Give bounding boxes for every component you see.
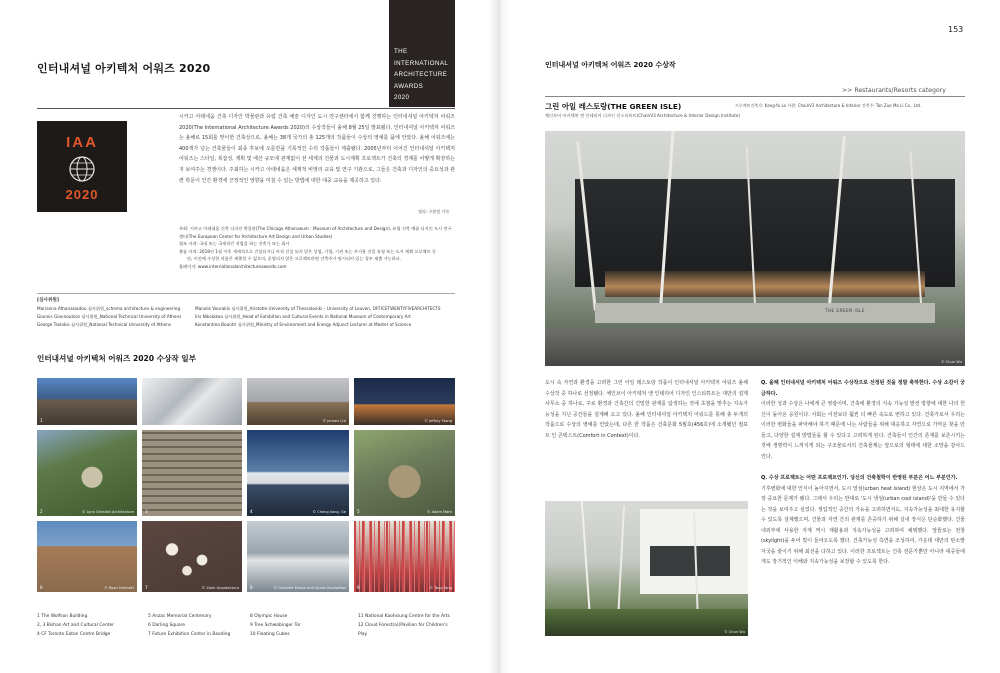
tab-line: ARCHITECTURE <box>394 71 448 79</box>
category-label: >> Restaurants/Resorts category <box>842 87 946 94</box>
hero-sign: THE GREEN ISLE <box>825 308 865 313</box>
tab-line: INTERNATIONAL <box>394 59 449 67</box>
photo-caption: 10 Floating Cubes <box>250 632 290 637</box>
note-item: 주최: 시카고 아테네움 건축 디자인 박물관(The Chicago Athenaeum : Museum of Architecture and Design), 유럽 건축 예술 디자인 도시 연구센터(The European Center for Architecture Art Design and Urban Studies) <box>179 226 452 239</box>
sign-wall <box>595 303 935 323</box>
page-number: 153 <box>948 25 964 34</box>
photo-credit: © Ryan Hartnett <box>104 586 134 590</box>
award-photo <box>247 430 349 516</box>
jury-member: Iris Nikolakea 심사위원_Head of Exhibition and Cultural Events in National Museum of Contemporary Art <box>195 314 411 319</box>
logo-year-text: 2020 <box>65 187 99 202</box>
caption-column-3 <box>250 612 350 639</box>
caption-column-1 <box>37 612 142 639</box>
photo-number: 7 <box>145 585 148 590</box>
interview-question: Q. 수상 프로젝트는 어떤 프로젝트인가. 당신의 건축철학이 반영된 부분은 어느 부분인가. <box>761 475 958 481</box>
tab-line: 2020 <box>394 94 410 102</box>
interview-question: Q. 올해 인터내셔널 아키텍처 어워즈 수상작으로 선정된 것을 정말 축하한다. 수상 소감이 궁금하다. <box>761 380 965 397</box>
photo-number: 6 <box>40 585 43 590</box>
building-photo <box>545 501 748 636</box>
photo-credit: © Adam Mørk <box>426 510 452 514</box>
photo-caption: 12 Cloud Forest(a)(Pavilion for Children's Play <box>358 623 448 637</box>
note-item: 협조 자격: 국내 또는 국제적인 작업을 하는 건축가 또는 회사 <box>179 241 290 247</box>
jury-member: George Tsolakis 심사위원_National Technical University of Athens <box>37 322 171 327</box>
photo-credit: © Cheng Jiang, Ge <box>312 510 346 514</box>
page-gutter <box>489 0 511 673</box>
photo-number: 1 <box>40 418 43 423</box>
interview-answer: 기후변화에 대한 인식이 높아지면서, 도시 열섬(urban heat island) 현상은 도시 지역에서 가장 중요한 문제가 됐다. 그래서 우리는 반대로 '도시 냉섬(urban cool island)'을 만들 수 있다는 것을 보여주고 싶었다. 생업적인 공간의 기능을 고려하면서도, 지속가능성을 최대한 유지할 수 있도록 설계했으며, 건물과 자연 간의 관계를 존중하기 위해 실내 장식은 단순화했다. 건물 내외부에 사용한 자재 역시 재활용과 지속가능성을 고려하여 채택했다. 앞뜰로는 천창(skylight)을 두어 빛이 들어오도록 했다. 건축가능성 측면을 조성하여, 가운데 대만의 탄소발자국을 줄이기 위해 최선을 다하고 있다. 이러한 프로젝트는 건축 전문가뿐만 아니라 대중들에게도 장기적인 이해와 지속가능성을 보장할 수 있도록 한다. <box>761 485 965 565</box>
jury-rule <box>37 293 455 294</box>
photo-caption: 4 CF Toronto Eaton Centre Bridge <box>37 632 111 637</box>
note-item: 홈페이지: www.internationalarchitectureawards.com <box>179 263 287 269</box>
jury-member: Giannis Giannoutsos 심사위원_National Technical University of Athens <box>37 314 182 319</box>
tab-line: AWARDS <box>394 82 424 90</box>
photo-number: 3 <box>145 509 148 514</box>
jury-member: Konstantina Bountri 심사위원_Ministry of Environment and Energy Adjunct Lecturer at Master of Science <box>195 322 412 327</box>
logo-iaa-text: IAA <box>66 134 98 151</box>
award-photo <box>142 378 242 425</box>
award-photo <box>142 430 242 516</box>
foreground-path <box>545 329 965 366</box>
photo-caption: 5 Anzac Memorial Centenary <box>148 614 212 619</box>
category-rule <box>545 96 965 97</box>
intro-paragraph: 시카고 아테네움 건축 디자인 박물관과 유럽 건축 예술 디자인 도시 연구센터에서 함께 진행하는 인터내셔널 아키텍처 어워즈 2020(The International Architecture Awards 2020)의 수상작들이 올해 8월 25일 발표됐다. 인터내셔널 아키텍처 어워즈는 올해로 15회를 맞이한 건축상으로, 올해는 38개 국가의 총 125개의 작품들이 수상의 영예를 품에 안았다. 올해 어워즈에는 400개가 넘는 건축물들이 최종 후보에 오를만큼 기록적인 수의 작품들이 제출됐다. 2005년부터 이어진 인터내셔널 아키텍처 어워즈는 스타일, 복잡성, 계획 및 예산 규모에 관계없이 전 세계의 건물과 도시계획 프로젝트가 건축의 경계를 어떻게 확장하는지 보여주는 경쟁이다. 주최하는 시카고 아테네움은 세계적 비영리 교육 및 연구 기관으로, 그들은 건축과 디자인의 중요성과 관련 학문이 인간 환경에 긍정적인 영향을 미칠 수 있는 방법에 대한 대중 교육을 제공하고 있다. <box>179 114 455 184</box>
photo-caption: 11 National Kaohsiung Centre for the Arts <box>358 614 450 619</box>
award-photo <box>37 521 137 592</box>
jury-label: [심사위원] <box>37 298 59 303</box>
award-photo <box>142 521 242 592</box>
gallery-title: 인터내셔널 아키텍처 어워즈 2020 수상작 일부 <box>37 354 197 363</box>
photo-caption: 7 Future Exhibition Center in Baoding <box>148 632 231 637</box>
photo-credit: © Gabriele Musso and Spiros Koutsoftas <box>273 586 346 590</box>
tree-trunk <box>581 501 591 621</box>
photo-credit: © Lynn Grealish Architecture <box>81 510 134 514</box>
section-tab <box>389 0 455 107</box>
jury-column-1 <box>37 305 187 329</box>
intro-credit: 정리: 구현정 기자 <box>418 209 449 214</box>
award-photo <box>354 378 455 425</box>
photo-credit: © Tang Tang <box>429 586 452 590</box>
iaa-logo <box>37 121 127 212</box>
photo-number: 8 <box>250 585 253 590</box>
photo-number: 4 <box>250 509 253 514</box>
foreground-hedge <box>545 609 748 636</box>
photo-number: 2 <box>40 509 43 514</box>
tab-line: THE <box>394 48 408 55</box>
photo-caption: 1 The Wolfson Building <box>37 614 88 619</box>
photo-number: 5 <box>357 509 360 514</box>
award-photo <box>354 521 455 592</box>
section-title: 인터내셔널 아키텍처 어워즈 2020 수상작 <box>545 61 676 69</box>
jury-member: Manolis Vourakis 심사위원_Aristotle University of Thessaloniki – University of Leuven, OFFICETWENTYFIVEARCHITECTS <box>195 306 441 311</box>
note-item: 출품 자격: 2018년 1월 이후 세계적으로 건설되거나 아직 건설 되지 않은 상업, 기업, 기관 또는 주거용 건물 유형 또는 도시 계획 프로젝트 등 <box>179 248 437 254</box>
award-photo <box>247 378 349 425</box>
globe-icon <box>67 154 97 184</box>
caption-column-2 <box>148 612 253 639</box>
interview-answer: 이러한 성과 수상은 나에게 큰 영광이며, 건축에 환경의 지속 가능성 발전 방향에 대한 나의 헌신이 돌아온 응원이다. 사회는 이전보다 훨씬 더 빠른 속도로 변하고 있다. 건축가로서 우리는 이러한 변화들을 파악해야 하기 때문에 나는 사람들을 위해 대응하고 자연으로 가까운 찾을 만들고, 다양한 설계 방법들을 할 수 있다고 고려하게 된다. 건축들이 인간의 존재를 보존시키는 것에 생명력이 느껴지게 되는 구조물로서의 건축물계는 앞으로의 형태에 대한 소망을 감사드린다. <box>761 401 965 460</box>
title-rule <box>37 108 455 109</box>
notes-block <box>179 225 455 271</box>
photo-number: 9 <box>357 585 360 590</box>
award-photo <box>37 378 137 425</box>
project-credits: 프로젝트건축가: Kang-Yu Lo 사원: ChainV3 Architecture & Interior 건축주: Tan Zuo Ma Li Co., Ltd. <box>735 103 922 108</box>
award-photo <box>37 430 137 516</box>
photo-caption: 9 Tree Schwabinger Tor <box>250 623 301 628</box>
hero-photo <box>545 131 965 366</box>
award-photo <box>354 430 455 516</box>
award-photo <box>247 521 349 592</box>
tree-trunk <box>617 506 625 621</box>
project-title: 그린 아일 레스토랑(THE GREEN ISLE) <box>545 102 682 111</box>
article-intro: 도시 속 자연과 환경을 고려한 그린 아일 레스토랑 작품이 인터내셔널 아키텍처 어워즈 올해 수상작 중 하나로 선정됐다. 체인브이 아키텍처 앤 인테리어 디자인 인스티튜트는 대만의 설계사무소 중 하나로, 주로 환경과 건축간의 긴밀한 관계를 탐색하는 것에 초점을 맞추는 지속가능성을 지닌 공간들을 설계해 오고 있다. 올해 인터내셔널 아키텍처 어워드를 통해 총 두개의 작품으로 수상의 영예를 안았는데, 다른 한 작품은 건축문화 5월호(456호)에 소개됐던 컴포트 인 콘텍스트(Comfort in Context)이다. <box>545 380 748 439</box>
building-window <box>650 546 730 576</box>
photo-caption: 8 Olympic House <box>250 614 288 619</box>
photo-credit: © Chun Wu <box>724 630 745 634</box>
jury-member: Marianna Athanasiadou 심사위원_schema architecture & engineering <box>37 306 181 311</box>
project-subtitle: 체인브이 아키텍처 앤 인테리어 디자인 인스티튜트(ChainV3 Architecture & Interior Design Institute) <box>545 113 741 118</box>
caption-column-4 <box>358 612 458 639</box>
photo-credit: © Jeffrey Tsang <box>424 419 452 423</box>
jury-column-2 <box>195 305 455 329</box>
building-glow <box>605 271 925 297</box>
page-title: 인터내셔널 아키텍처 어워즈 2020 <box>37 62 211 75</box>
photo-caption: 6 Darling Square <box>148 623 185 628</box>
photo-caption: 2, 3 Bishan Art and Cultural Center <box>37 623 114 628</box>
photo-credit: © Zoon Arquitectura <box>201 586 239 590</box>
photo-credit: © Jensen Ltd <box>322 419 346 423</box>
interview-column <box>761 378 965 568</box>
photo-credit: © Chun Wu <box>941 360 962 364</box>
note-item: 단, 이전에 수상한 작품은 제출할 수 없으며, 운영되지 않은 프로젝트라면 건축주가 명시되어 있는 경우 제출 가능하다. <box>187 256 402 262</box>
